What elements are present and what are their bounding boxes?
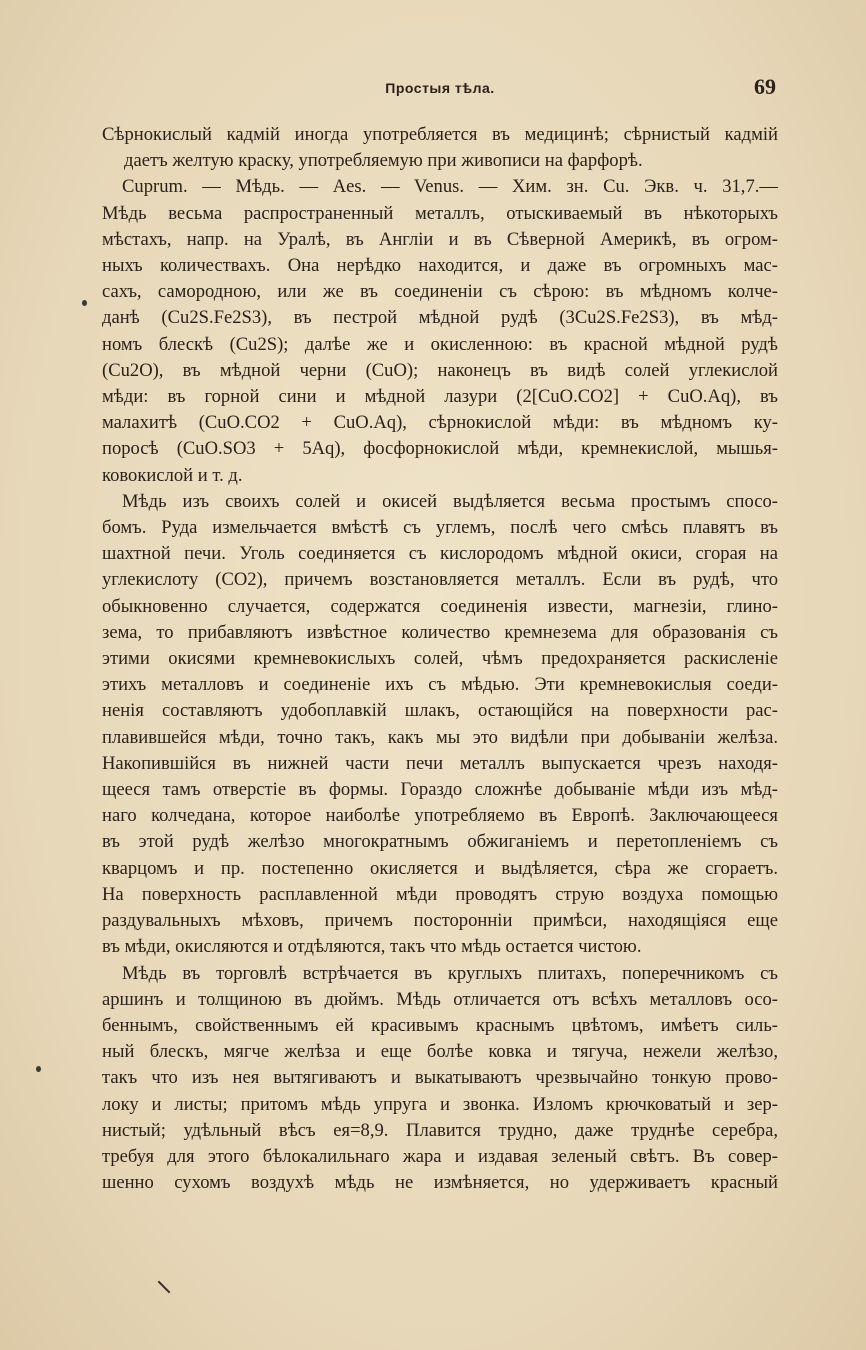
text-line: ковокислой и т. д.	[102, 464, 243, 486]
ink-spot	[82, 300, 87, 306]
text-line: раздувальныхъ мѣховъ, причемъ посторонніи примѣси, находящіяся еще	[102, 910, 778, 932]
page-number: 69	[754, 74, 776, 99]
text-line: малахитѣ (CuO.CO2 + CuO.Aq), сѣрнокислой мѣди: въ мѣдномъ ку-	[102, 412, 778, 434]
text-line: въ этой рудѣ желѣзо многократнымъ обжиганіемъ и перетопленіемъ съ	[102, 831, 778, 853]
body-text	[102, 122, 778, 1196]
text-line: Мѣдь весьма распространенный металлъ, отыскиваемый въ нѣкоторыхъ	[102, 202, 778, 224]
text-line: поросѣ (CuO.SO3 + 5Aq), фосфорнокислой мѣди, кремнекислой, мышья-	[102, 438, 778, 460]
text-line: обыкновенно случается, содержатся соединенія извести, магнезіи, глино-	[102, 595, 778, 617]
text-line: требуя для этого бѣлокалильнаго жара и издавая зеленый свѣтъ. Въ совер-	[102, 1145, 778, 1167]
text-line: бомъ. Руда измельчается вмѣстѣ съ углемъ, послѣ чего смѣсь плавятъ въ	[102, 517, 778, 539]
text-line: шенно сухомъ воздухѣ мѣдь не измѣняется, но удерживаетъ красный	[102, 1172, 778, 1194]
text-line: зема, то прибавляютъ извѣстное количество кремнезема для образованія съ	[102, 621, 778, 643]
paragraph-copper-extraction	[102, 489, 778, 961]
text-line: этихъ металловъ и соединеніе ихъ съ мѣдью. Эти кремневокислыя соеди-	[102, 674, 778, 696]
text-line: ныхъ количествахъ. Она нерѣдко находится, и даже въ огромныхъ мас-	[102, 255, 778, 277]
text-line: данѣ (Cu2S.Fe2S3), въ пестрой мѣдной рудѣ (3Cu2S.Fe2S3), въ мѣд-	[102, 307, 778, 329]
text-line: ненія составляютъ удобоплавкій шлакъ, остающійся на поверхности рас-	[102, 700, 778, 722]
text-line: такъ что изъ нея вытягиваютъ и выкатываютъ чрезвычайно тонкую прово-	[102, 1067, 778, 1089]
text-line: шахтной печи. Уголь соединяется съ кислородомъ мѣдной окиси, сгорая на	[102, 543, 778, 565]
text-line: мѣди: въ горной сини и мѣдной лазури (2[CuO.CO2] + CuO.Aq), въ	[102, 386, 778, 408]
text-line: (Cu2O), въ мѣдной черни (CuO); наконецъ въ видѣ солей углекислой	[102, 359, 778, 381]
text-line: въ мѣди, окисляются и отдѣляются, такъ что мѣдь остается чистою.	[102, 936, 642, 958]
text-line: На поверхность расплавленной мѣди проводятъ струю воздуха помощью	[102, 883, 778, 905]
text-line: Мѣдь въ торговлѣ встрѣчается въ круглыхъ плитахъ, поперечникомъ съ	[122, 962, 778, 984]
text-line: номъ блескѣ (Cu2S); далѣе же и окисленною: въ красной мѣдной рудѣ	[102, 333, 778, 355]
text-line: беннымъ, свойственнымъ ей красивымъ краснымъ цвѣтомъ, имѣетъ силь-	[102, 1014, 778, 1036]
page-header	[100, 74, 780, 104]
text-line: наго колчедана, которое наиболѣе употребляемо въ Европѣ. Заключающееся	[102, 805, 778, 827]
paragraph-copper-properties	[102, 961, 778, 1197]
text-line: плавившейся мѣди, точно такъ, какъ мы это видѣли при добываніи желѣза.	[102, 726, 778, 748]
text-line: ный блескъ, мягче желѣза и еще болѣе ковка и тягуча, нежели желѣзо,	[102, 1041, 778, 1063]
text-line: Сѣрнокислый кадмій иногда употребляется въ медицинѣ; сѣрнистый кадмій	[102, 124, 778, 145]
text-line: углекислоту (CO2), причемъ возстановляется металлъ. Если въ рудѣ, что	[102, 569, 778, 591]
text-line: Cuprum. — Мѣдь. — Aes. — Venus. — Хим. зн. Cu. Экв. ч. 31,7.—	[122, 176, 778, 198]
text-line: щееся тамъ отверстіе въ формы. Гораздо сложнѣе добываніе мѣди изъ мѣд-	[102, 779, 778, 801]
text-line: мѣстахъ, напр. на Уралѣ, въ Англіи и въ Сѣверной Америкѣ, въ огром-	[102, 228, 778, 250]
text-line: аршинъ и толщиною въ дюймъ. Мѣдь отличается отъ всѣхъ металловъ осо-	[102, 988, 778, 1010]
text-line: Накопившійся въ нижней части печи металлъ выпускается чрезъ находя-	[102, 752, 778, 774]
ink-spot	[36, 1066, 41, 1072]
text-line: даетъ желтую краску, употребляемую при живописи на фарфорѣ.	[124, 150, 643, 172]
text-line: сахъ, самородною, или же въ соединеніи съ сѣрою: въ мѣдномъ колче-	[102, 281, 778, 303]
text-line: кварцомъ и пр. постепенно окисляется и выдѣляется, сѣра же сгораетъ.	[102, 857, 778, 879]
paragraph-copper-occurrence	[102, 174, 778, 488]
text-line: Мѣдь изъ своихъ солей и окисей выдѣляется весьма простымъ спосо-	[122, 490, 778, 512]
text-line: локу и листы; притомъ мѣдь упруга и звонка. Изломъ крючковатый и зер-	[102, 1093, 778, 1115]
text-line: нистый; удѣльный вѣсъ ея=8,9. Плавится трудно, даже труднѣе серебра,	[102, 1119, 778, 1141]
paragraph-cadmium-uses	[102, 122, 778, 174]
running-title: Простыя тѣла.	[385, 80, 495, 96]
pencil-mark	[158, 1281, 171, 1294]
text-line: этими окисями кремневокислыхъ солей, чѣмъ предохраняется раскисленіе	[102, 648, 778, 670]
